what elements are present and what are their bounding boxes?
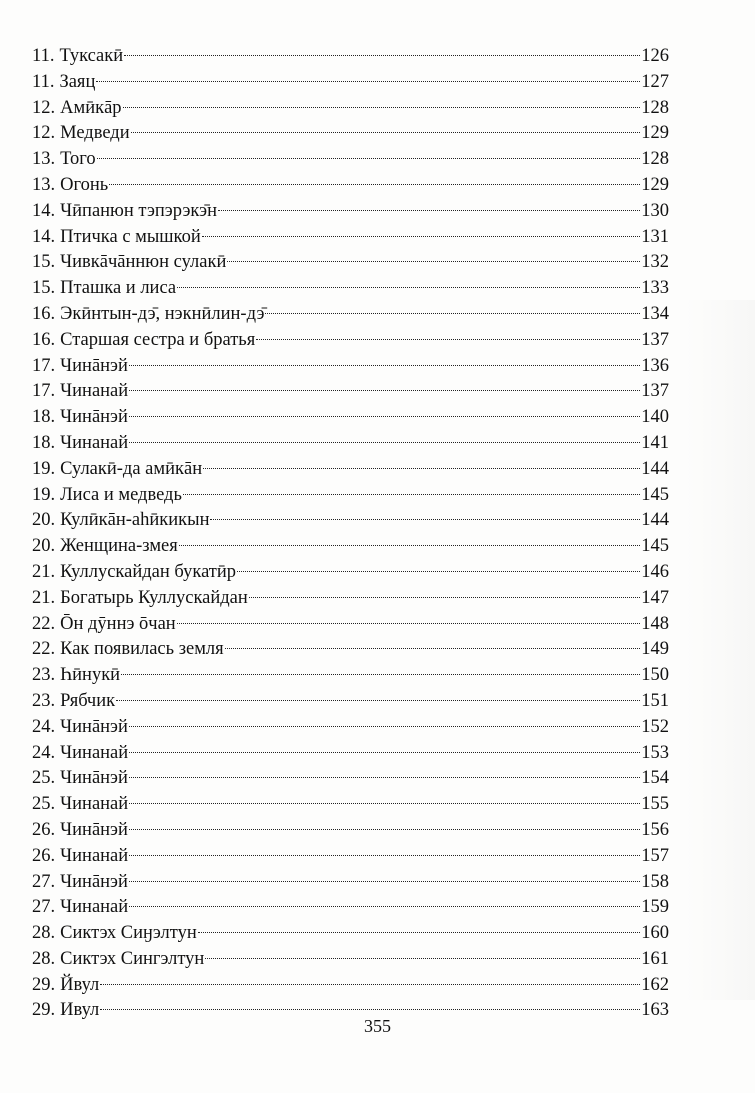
toc-entry xyxy=(32,379,669,405)
dot-leader xyxy=(198,931,641,933)
toc-entry-number: 24. xyxy=(32,716,56,737)
toc-entry xyxy=(32,818,669,844)
toc-entry-title: Как появилась земля xyxy=(60,639,224,660)
dot-leader xyxy=(129,415,640,417)
toc-entry-page: 132 xyxy=(641,252,669,273)
toc-entry xyxy=(32,173,669,199)
toc-entry-title: Лиса и медведь xyxy=(60,484,182,505)
toc-entry xyxy=(32,250,669,276)
toc-entry xyxy=(32,483,669,509)
toc-entry-title: Пташка и лиса xyxy=(60,278,177,299)
toc-entry-page: 151 xyxy=(641,690,669,711)
toc-entry-number: 22. xyxy=(32,613,56,634)
dot-leader xyxy=(265,312,640,314)
toc-entry-number: 29. xyxy=(32,974,56,995)
dot-leader xyxy=(129,441,640,443)
toc-entry-page: 159 xyxy=(641,897,669,918)
dot-leader xyxy=(210,518,640,520)
toc-entry-number: 27. xyxy=(32,897,56,918)
toc-entry-title: Старшая сестра и братья xyxy=(60,329,256,350)
toc-entry xyxy=(32,792,669,818)
toc-entry-page: 144 xyxy=(641,510,669,531)
toc-entry xyxy=(32,199,669,225)
toc-entry-number: 16. xyxy=(32,329,56,350)
toc-entry-page: 157 xyxy=(641,845,669,866)
toc-entry xyxy=(32,973,669,999)
toc-entry-title: Женщина-змея xyxy=(60,536,178,557)
toc-entry-number: 19. xyxy=(32,484,56,505)
toc-entry-number: 21. xyxy=(32,561,56,582)
toc-entry-page: 163 xyxy=(641,1000,669,1021)
page-bleed-through xyxy=(685,300,755,1000)
toc-entry-title: Чинāнэй xyxy=(60,716,128,737)
toc-entry xyxy=(32,225,669,251)
toc-entry-page: 155 xyxy=(641,794,669,815)
toc-entry xyxy=(32,302,669,328)
toc-entry-title: Богатырь Куллускайдан xyxy=(60,587,248,608)
toc-entry-page: 156 xyxy=(641,819,669,840)
toc-entry-page: 149 xyxy=(641,639,669,660)
toc-entry-page: 128 xyxy=(641,149,669,170)
toc-entry-page: 140 xyxy=(641,407,669,428)
toc-entry xyxy=(32,947,669,973)
toc-entry-page: 145 xyxy=(641,484,669,505)
toc-entry-page: 133 xyxy=(641,278,669,299)
dot-leader xyxy=(237,570,640,572)
toc-entry-page: 154 xyxy=(641,768,669,789)
toc-entry-number: 18. xyxy=(32,432,56,453)
toc-entry-page: 131 xyxy=(641,226,669,247)
dot-leader xyxy=(121,673,640,675)
toc-entry-number: 21. xyxy=(32,587,56,608)
toc-entry-title: Огонь xyxy=(60,174,109,195)
toc-entry xyxy=(32,637,669,663)
toc-entry-number: 17. xyxy=(32,355,56,376)
toc-entry-number: 16. xyxy=(32,303,56,324)
toc-entry-title: Чинанай xyxy=(60,845,129,866)
dot-leader xyxy=(203,467,640,469)
toc-entry-title: Экӣнтын-дэ̄, нэкнӣлин-дэ̄ xyxy=(60,303,265,324)
toc-entry-page: 162 xyxy=(641,974,669,995)
page-number: 355 xyxy=(364,1016,391,1036)
toc-entry-page: 161 xyxy=(641,948,669,969)
toc-entry-title: Чӣпанюн тэпэрэкэ̄н xyxy=(60,200,217,221)
toc-entry xyxy=(32,844,669,870)
toc-entry xyxy=(32,534,669,560)
toc-entry-number: 20. xyxy=(32,510,56,531)
toc-entry-page: 137 xyxy=(641,381,669,402)
toc-entry-page: 148 xyxy=(641,613,669,634)
toc-entry-number: 19. xyxy=(32,458,56,479)
toc-entry-number: 25. xyxy=(32,794,56,815)
toc-entry-number: 18. xyxy=(32,407,56,428)
dot-leader xyxy=(177,622,641,624)
toc-entry-number: 13. xyxy=(32,149,56,170)
toc-entry-title: Чинāнэй xyxy=(60,768,128,789)
table-of-contents xyxy=(32,44,669,1024)
toc-entry xyxy=(32,663,669,689)
toc-entry-page: 158 xyxy=(641,871,669,892)
dot-leader xyxy=(205,957,640,959)
toc-entry-title: Чинанай xyxy=(60,381,129,402)
toc-entry-number: 15. xyxy=(32,252,56,273)
toc-entry-page: 144 xyxy=(641,458,669,479)
dot-leader xyxy=(129,854,640,856)
dot-leader xyxy=(179,544,640,546)
toc-entry-title: Чинанай xyxy=(60,897,129,918)
toc-entry xyxy=(32,276,669,302)
toc-entry-title: Чинāнэй xyxy=(60,355,128,376)
dot-leader xyxy=(131,131,641,133)
toc-entry-number: 23. xyxy=(32,665,56,686)
toc-entry xyxy=(32,921,669,947)
toc-entry-number: 27. xyxy=(32,871,56,892)
toc-entry-title: Того xyxy=(60,149,96,170)
toc-entry-number: 11. xyxy=(32,46,55,66)
dot-leader xyxy=(100,983,640,985)
toc-entry-number: 29. xyxy=(32,1000,56,1021)
toc-entry-title: Птичка с мышкой xyxy=(60,226,201,247)
toc-entry xyxy=(32,44,669,70)
toc-entry-page: 137 xyxy=(641,329,669,350)
toc-entry xyxy=(32,121,669,147)
dot-leader xyxy=(183,493,640,495)
toc-entry-page: 126 xyxy=(641,46,669,66)
dot-leader xyxy=(97,157,641,159)
toc-entry-title: Медведи xyxy=(60,123,130,144)
toc-entry xyxy=(32,560,669,586)
dot-leader xyxy=(129,364,640,366)
toc-entry xyxy=(32,741,669,767)
toc-entry-title: Сиктэх Сингэлтун xyxy=(60,948,205,969)
toc-entry-title: Чинāнэй xyxy=(60,407,128,428)
dot-leader xyxy=(116,699,640,701)
dot-leader xyxy=(124,54,640,56)
toc-entry-number: 23. xyxy=(32,690,56,711)
dot-leader xyxy=(129,776,640,778)
toc-entry xyxy=(32,147,669,173)
toc-entry-number: 22. xyxy=(32,639,56,660)
toc-entry xyxy=(32,766,669,792)
toc-entry-title: Чинāнэй xyxy=(60,871,128,892)
dot-leader xyxy=(129,389,640,391)
dot-leader xyxy=(256,338,640,340)
toc-entry-title: Чинанай xyxy=(60,794,129,815)
toc-entry-title: Чивкāчāннюн сулакӣ xyxy=(60,252,227,273)
dot-leader xyxy=(129,905,640,907)
toc-entry-number: 11. xyxy=(32,71,55,92)
toc-entry-number: 25. xyxy=(32,768,56,789)
toc-entry-number: 14. xyxy=(32,200,56,221)
toc-entry xyxy=(32,689,669,715)
toc-entry xyxy=(32,457,669,483)
toc-entry xyxy=(32,508,669,534)
toc-entry xyxy=(32,431,669,457)
toc-entry-number: 13. xyxy=(32,174,56,195)
toc-entry-title: Куллускайдан букатӣр xyxy=(60,561,237,582)
dot-leader xyxy=(123,106,641,108)
dot-leader xyxy=(129,828,640,830)
toc-entry-title: Һӣнукӣ xyxy=(60,665,121,686)
toc-entry-title: Амӣкāр xyxy=(60,97,122,118)
dot-leader xyxy=(129,725,640,727)
dot-leader xyxy=(129,751,640,753)
dot-leader xyxy=(129,802,640,804)
toc-entry-page: 129 xyxy=(641,123,669,144)
toc-entry-title: Сулакӣ-да амӣкāн xyxy=(60,458,203,479)
toc-entry xyxy=(32,96,669,122)
toc-entry-page: 160 xyxy=(641,923,669,944)
toc-entry xyxy=(32,612,669,638)
toc-entry-title: Туксакӣ xyxy=(59,46,124,66)
toc-entry xyxy=(32,895,669,921)
dot-leader xyxy=(225,647,641,649)
toc-entry-title: Заяц xyxy=(59,71,96,92)
toc-entry-number: 24. xyxy=(32,742,56,763)
toc-entry-page: 152 xyxy=(641,716,669,737)
toc-entry-title: Кулӣкāн-аһӣкикын xyxy=(60,510,210,531)
dot-leader xyxy=(227,260,640,262)
toc-entry-page: 134 xyxy=(641,303,669,324)
toc-entry-number: 12. xyxy=(32,97,56,118)
toc-entry-title: Чинанай xyxy=(60,742,129,763)
toc-entry-title: Чинанай xyxy=(60,432,129,453)
dot-leader xyxy=(96,80,640,82)
toc-entry-title: Йвул xyxy=(60,974,100,995)
dot-leader xyxy=(109,183,640,185)
toc-entry xyxy=(32,328,669,354)
dot-leader xyxy=(177,286,640,288)
toc-entry-page: 145 xyxy=(641,536,669,557)
dot-leader xyxy=(218,209,640,211)
dot-leader xyxy=(129,880,640,882)
toc-entry xyxy=(32,354,669,380)
toc-entry-number: 15. xyxy=(32,278,56,299)
toc-entry-title: Чинāнэй xyxy=(60,819,128,840)
toc-entry xyxy=(32,715,669,741)
toc-entry-page: 129 xyxy=(641,174,669,195)
dot-leader xyxy=(202,235,641,237)
toc-entry-page: 150 xyxy=(641,665,669,686)
toc-entry xyxy=(32,70,669,96)
toc-entry-page: 147 xyxy=(641,587,669,608)
toc-entry-number: 12. xyxy=(32,123,56,144)
toc-entry-title: Ивул xyxy=(60,1000,100,1021)
toc-entry xyxy=(32,586,669,612)
toc-entry xyxy=(32,870,669,896)
toc-entry-page: 141 xyxy=(641,432,669,453)
toc-entry-title: Ōн дӯннэ ōчан xyxy=(60,613,176,634)
toc-entry-title: Сиктэх Сиӈэлтун xyxy=(60,923,197,944)
toc-entry-number: 28. xyxy=(32,948,56,969)
toc-entry-number: 26. xyxy=(32,845,56,866)
toc-entry-number: 26. xyxy=(32,819,56,840)
dot-leader xyxy=(249,596,640,598)
toc-entry-number: 20. xyxy=(32,536,56,557)
toc-entry-title: Рябчик xyxy=(60,690,116,711)
toc-entry-number: 17. xyxy=(32,381,56,402)
toc-entry-page: 153 xyxy=(641,742,669,763)
toc-entry xyxy=(32,405,669,431)
toc-entry-page: 128 xyxy=(641,97,669,118)
toc-entry-page: 127 xyxy=(641,71,669,92)
toc-entry-page: 146 xyxy=(641,561,669,582)
toc-entry-number: 28. xyxy=(32,923,56,944)
toc-entry-number: 14. xyxy=(32,226,56,247)
dot-leader xyxy=(100,1008,640,1010)
toc-entry-page: 136 xyxy=(641,355,669,376)
toc-entry-page: 130 xyxy=(641,200,669,221)
